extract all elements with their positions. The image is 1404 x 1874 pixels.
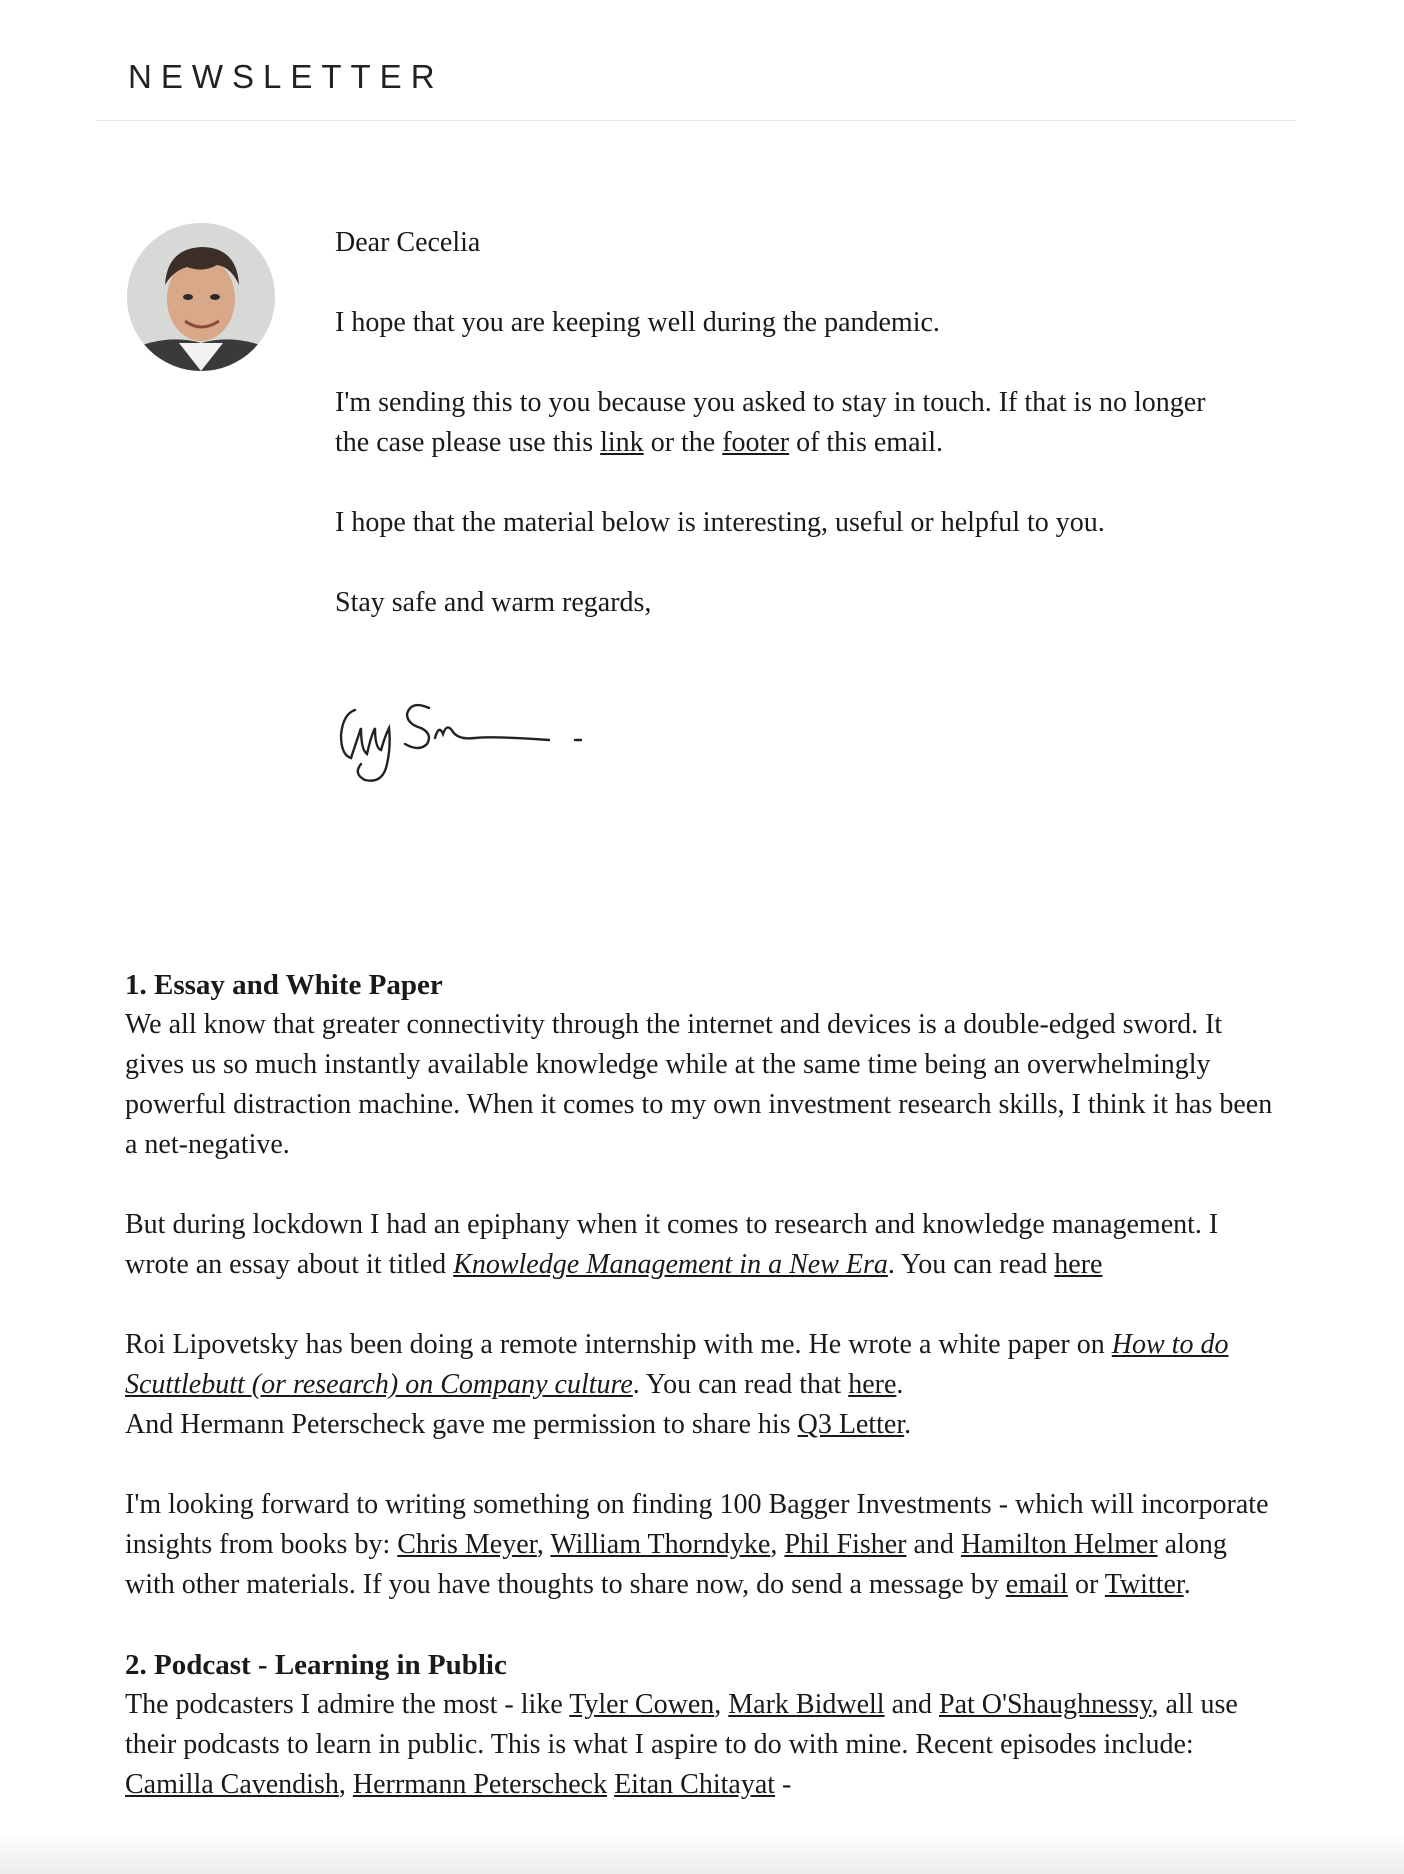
pat-oshaughnessy-link[interactable]: Pat O'Shaughnessy (939, 1689, 1152, 1720)
hamilton-helmer-link[interactable]: Hamilton Helmer (960, 1529, 1158, 1560)
newsletter-content (125, 965, 1275, 1845)
chris-meyer-link[interactable]: Chris Meyer (397, 1529, 537, 1560)
camilla-cavendish-link[interactable]: Camilla Cavendish (125, 1769, 339, 1800)
tyler-cowen-link[interactable]: Tyler Cowen (569, 1689, 715, 1720)
eitan-chitayat-link[interactable]: Eitan Chitayat (614, 1769, 776, 1800)
unsubscribe-link[interactable]: link (600, 427, 644, 458)
letter-paragraph: I hope that you are keeping well during the pandemic. (335, 307, 940, 338)
essay-here-link[interactable]: here (1054, 1249, 1103, 1280)
letter-paragraph: I hope that the material below is interesting, useful or helpful to you. (335, 507, 1105, 538)
q3-letter-link[interactable]: Q3 Letter (797, 1409, 905, 1440)
essay-link[interactable]: Knowledge Management in a New Era (453, 1249, 888, 1280)
mark-bidwell-link[interactable]: Mark Bidwell (728, 1689, 885, 1720)
newsletter-header (96, 0, 1296, 121)
william-thorndyke-link[interactable]: William Thorndyke (550, 1529, 771, 1560)
white-paper-link[interactable]: How to do Scuttlebutt (or research) on Company culture (125, 1329, 1229, 1400)
phil-fisher-link[interactable]: Phil Fisher (784, 1529, 907, 1560)
section-paragraph: But during lockdown I had an epiphany when it comes to research and knowledge management. I wrote an essay about it titled Knowledge Management in a New Era. You can read here (125, 1209, 1219, 1280)
herrmann-peterscheck-link[interactable]: Herrmann Peterscheck (352, 1769, 608, 1800)
twitter-link[interactable]: Twitter (1104, 1569, 1184, 1600)
section-title-essay: 1. Essay and White Paper (125, 969, 443, 1001)
author-avatar (127, 223, 275, 371)
newsletter-brand: NEWSLETTER (128, 58, 444, 95)
section-paragraph: The podcasters I admire the most - like Tyler Cowen, Mark Bidwell and Pat O'Shaughnessy, all use their podcasts to learn in public. This is what I aspire to do with mine. Recent episodes include: Camilla Cavendish, Herrmann Peterscheck Eitan Chitayat - (125, 1689, 1238, 1800)
letter-body (335, 223, 1235, 663)
footer-link[interactable]: footer (722, 427, 790, 458)
greeting: Dear Cecelia (335, 227, 481, 258)
closing: Stay safe and warm regards, (335, 587, 652, 618)
white-paper-here-link[interactable]: here (848, 1369, 897, 1400)
letter-paragraph: I'm sending this to you because you asked to stay in touch. If that is no longer the case please use this link or the footer of this email. (335, 387, 1206, 458)
section-paragraph: Roi Lipovetsky has been doing a remote internship with me. He wrote a white paper on How to do Scuttlebutt (or research) on Company culture. You can read that here. And Hermann Peterscheck gave me permission to share his Q3 Letter. (125, 1329, 1229, 1440)
section-title-podcast: 2. Podcast - Learning in Public (125, 1649, 507, 1681)
section-paragraph: I'm looking forward to writing something on finding 100 Bagger Investments - which will incorporate insights from books by: Chris Meyer, William Thorndyke, Phil Fisher and Hamilton Helmer along with other materials. If you have thoughts to share now, do send a message by email or Twitter. (125, 1489, 1269, 1600)
email-link[interactable]: email (1005, 1569, 1068, 1600)
section-paragraph: We all know that greater connectivity through the internet and devices is a double-edged sword. It gives us so much instantly available knowledge while at the same time being an overwhelmingly powerful distraction machine. When it comes to my own investment research skills, I think it has been a net-negative. (125, 1009, 1273, 1160)
bottom-fade (0, 1834, 1404, 1874)
signature (335, 680, 595, 800)
